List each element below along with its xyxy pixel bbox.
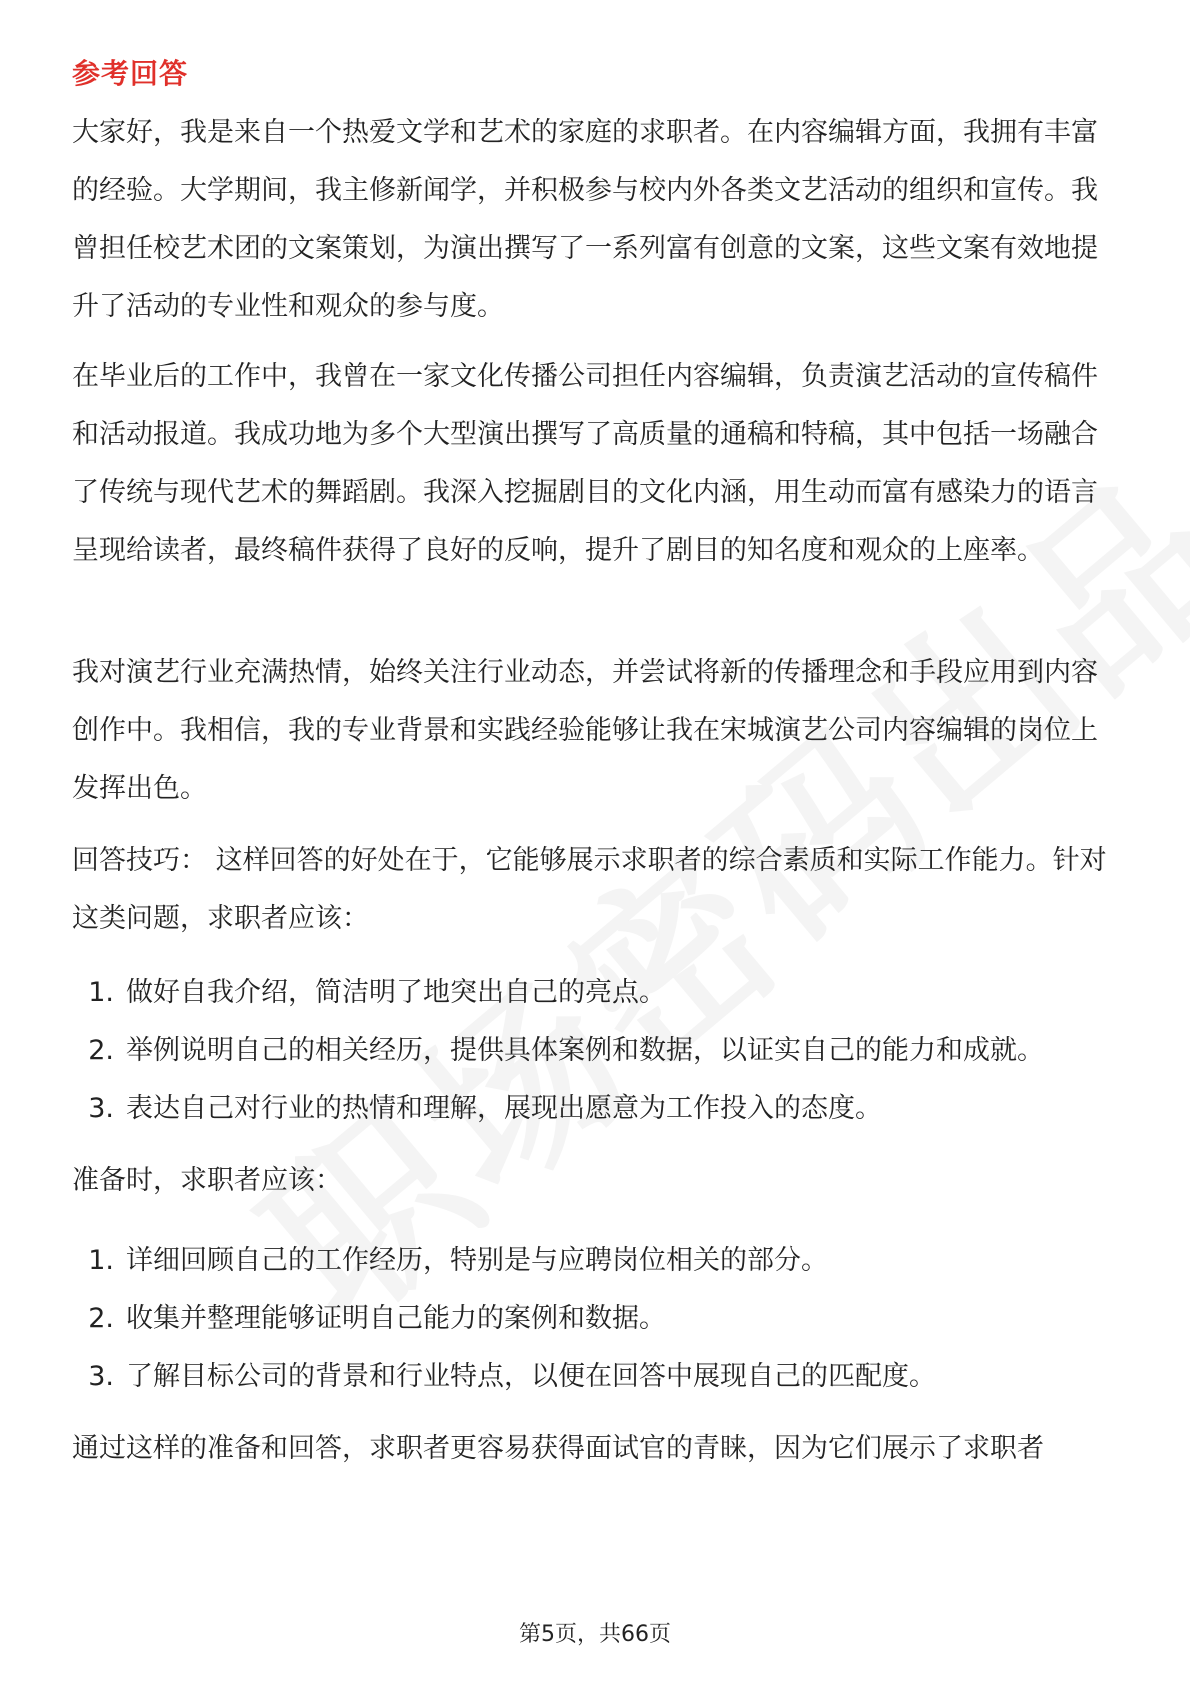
list-item (72, 1232, 1122, 1290)
list-item-text: 收集并整理能够证明自己能力的案例和数据。 (126, 1303, 666, 1334)
list-item-number: 2. (88, 1035, 114, 1066)
tips-list (72, 964, 1122, 1138)
list-item (72, 1022, 1122, 1080)
page-number: 第5页，共66页 (519, 1622, 671, 1647)
list-item-text: 做好自我介绍，简洁明了地突出自己的亮点。 (126, 977, 666, 1008)
list-item-number: 2. (88, 1303, 114, 1334)
list-item (72, 1348, 1122, 1406)
paragraph-intro: 大家好，我是来自一个热爱文学和艺术的家庭的求职者。在内容编辑方面，我拥有丰富的经验。大学期间，我主修新闻学，并积极参与校内外各类文艺活动的组织和宣传。我曾担任校艺术团的文案策划，为演出撰写了一系列富有创意的文案，这些文案有效地提升了活动的专业性和观众的参与度。 (72, 117, 1098, 322)
paragraph-answer-tips: 回答技巧： 这样回答的好处在于，它能够展示求职者的综合素质和实际工作能力。针对这类问题，求职者应该： (72, 845, 1107, 934)
section-heading: 参考回答 (72, 57, 189, 90)
list-item-number: 3. (88, 1093, 114, 1124)
preparation-list (72, 1232, 1122, 1406)
list-item (72, 1080, 1122, 1138)
list-item-text: 了解目标公司的背景和行业特点，以便在回答中展现自己的匹配度。 (126, 1361, 936, 1392)
list-item-text: 举例说明自己的相关经历，提供具体案例和数据，以证实自己的能力和成就。 (126, 1035, 1044, 1066)
list-item-number: 1. (88, 977, 114, 1008)
paragraph-closing: 通过这样的准备和回答，求职者更容易获得面试官的青睐，因为它们展示了求职者 (72, 1433, 1044, 1464)
list-item-number: 1. (88, 1245, 114, 1276)
paragraph-work-experience: 在毕业后的工作中，我曾在一家文化传播公司担任内容编辑，负责演艺活动的宣传稿件和活动报道。我成功地为多个大型演出撰写了高质量的通稿和特稿，其中包括一场融合了传统与现代艺术的舞蹈剧。我深入挖掘剧目的文化内涵，用生动而富有感染力的语言呈现给读者，最终稿件获得了良好的反响，提升了剧目的知名度和观众的上座率。 (72, 361, 1098, 566)
paragraph-preparation-intro: 准备时，求职者应该： (72, 1165, 342, 1196)
list-item-text: 详细回顾自己的工作经历，特别是与应聘岗位相关的部分。 (126, 1245, 828, 1276)
list-item-number: 3. (88, 1361, 114, 1392)
paragraph-passion: 我对演艺行业充满热情，始终关注行业动态，并尝试将新的传播理念和手段应用到内容创作中。我相信，我的专业背景和实践经验能够让我在宋城演艺公司内容编辑的岗位上发挥出色。 (72, 657, 1098, 804)
list-item-text: 表达自己对行业的热情和理解，展现出愿意为工作投入的态度。 (126, 1093, 882, 1124)
list-item (72, 964, 1122, 1022)
list-item (72, 1290, 1122, 1348)
